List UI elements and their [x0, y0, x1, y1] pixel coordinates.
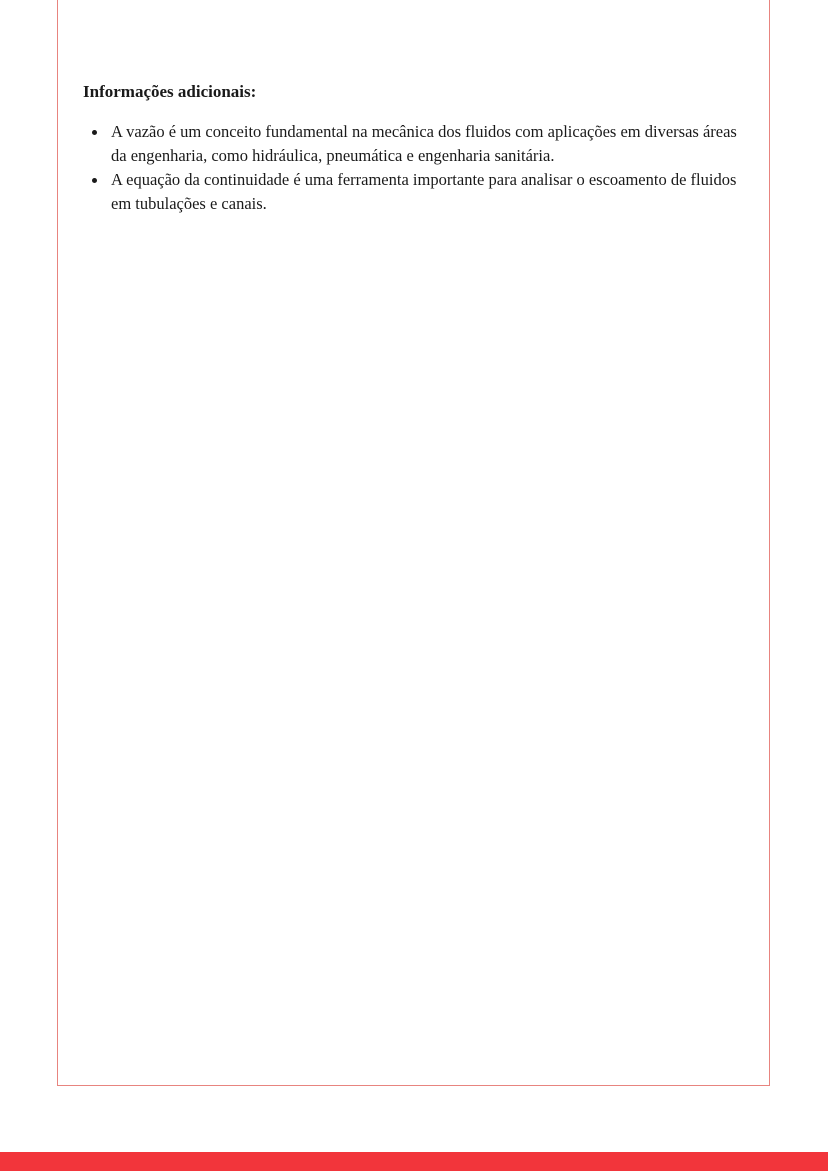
list-item [83, 120, 743, 168]
bullet-icon [92, 178, 97, 183]
section-title: Informações adicionais: [83, 82, 257, 101]
bullet-list [83, 120, 743, 216]
list-item [83, 168, 743, 216]
footer-bar [0, 1152, 828, 1171]
list-item-text: A equação da continuidade é uma ferramenta importante para analisar o escoamento de fluidos em tubulações e canais. [111, 170, 737, 213]
document-content [83, 80, 743, 216]
list-item-text: A vazão é um conceito fundamental na mecânica dos fluidos com aplicações em diversas áreas da engenharia, como hidráulica, pneumática e engenharia sanitária. [111, 122, 737, 165]
bullet-icon [92, 130, 97, 135]
